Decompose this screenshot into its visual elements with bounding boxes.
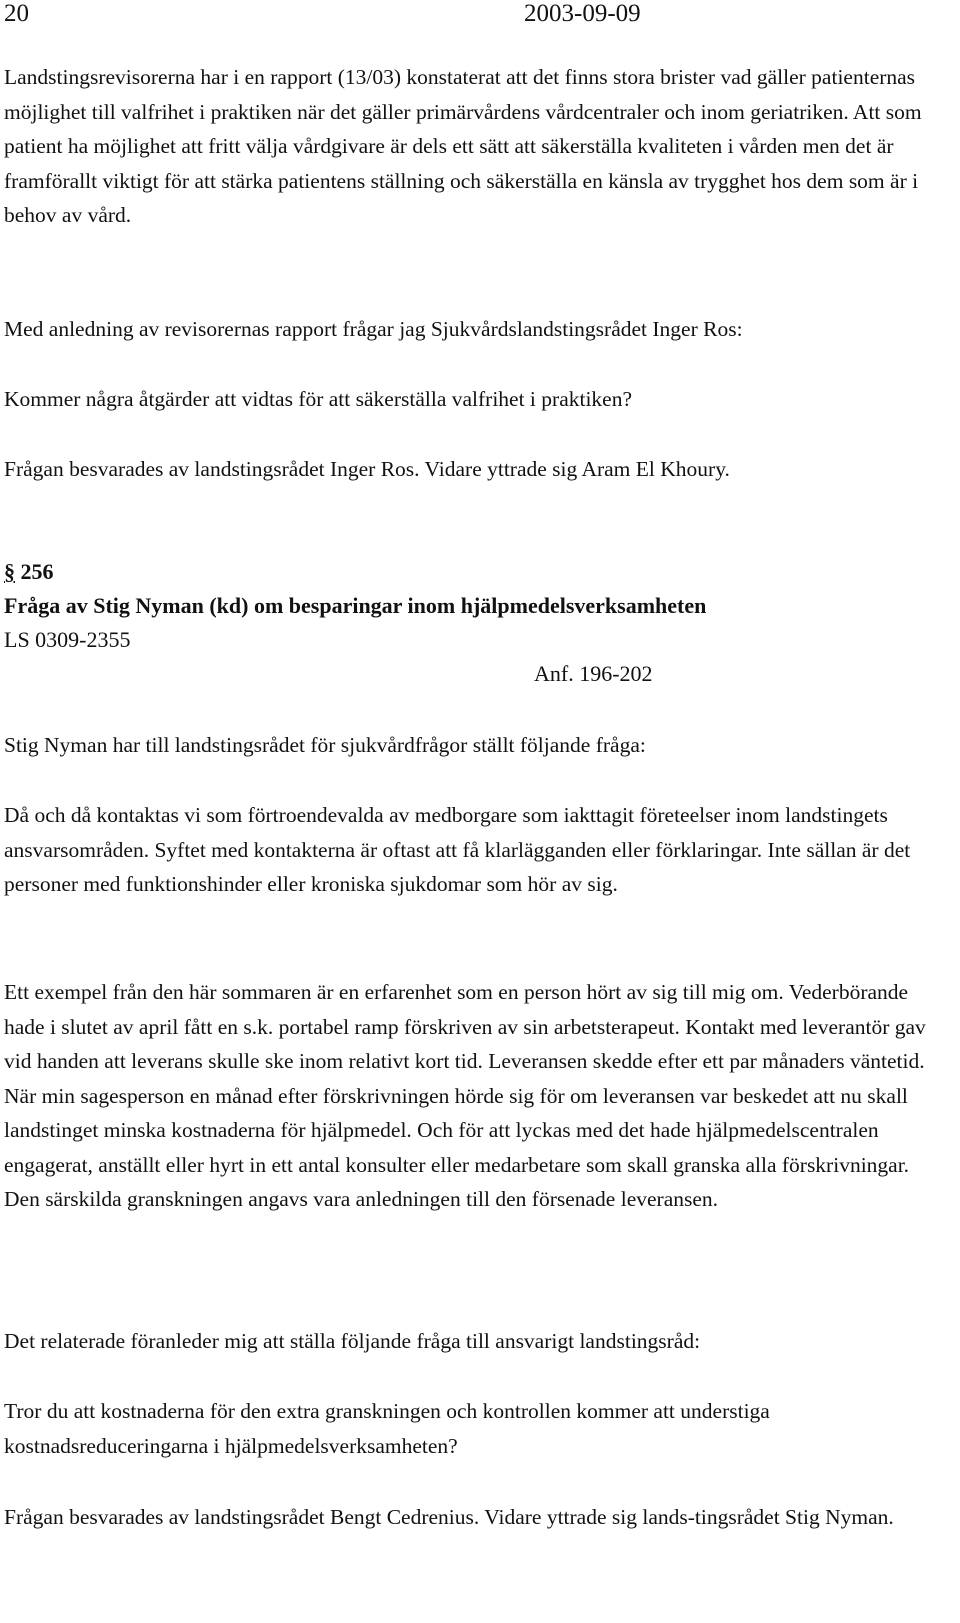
paragraph-question: Kommer några åtgärder att vidtas för att säkerställa valfrihet i praktiken? xyxy=(4,387,633,411)
paragraph-question-2: Tror du att kostnaderna för den extra granskningen och kontrollen kommer att understiga kostnadsreduceringarna i hjälpmedelsverksamheten? xyxy=(4,1399,770,1458)
paragraph-answer-note: Frågan besvarades av landstingsrådet Inger Ros. Vidare yttrade sig Aram El Khoury. xyxy=(4,457,730,481)
case-number: LS 0309-2355 xyxy=(4,627,131,652)
section-sign: § xyxy=(4,559,15,584)
page-number: 20 xyxy=(4,0,29,27)
page-header xyxy=(4,0,934,40)
paragraph-intro: Landstingsrevisorerna har i en rapport (13/03) konstaterat att det finns stora brister vad gäller patienternas möjlighet till valfrihet i praktiken när det gäller primärvårdens vårdcentraler och inom geriatriken. Att som patient ha möjlighet att fritt välja vårdgivare är dels ett sätt att säkerställa kvaliteten i vården men det är framförallt viktigt för att stärka patientens ställning och säkerställa en känsla av trygghet hos dem som är i behov av vård. xyxy=(4,65,922,227)
reference-number: Anf. 196-202 xyxy=(534,661,653,686)
paragraph-question-intro: Stig Nyman har till landstingsrådet för sjukvårdfrågor ställt följande fråga: xyxy=(4,733,646,757)
section-number-line xyxy=(4,555,934,589)
paragraph-answer-note-2: Frågan besvarades av landstingsrådet Bengt Cedrenius. Vidare yttrade sig lands-tingsrådet Stig Nyman. xyxy=(4,1505,894,1529)
paragraph-example: Ett exempel från den här sommaren är en erfarenhet som en person hört av sig till mig om. Vederbörande hade i slutet av april fått en s.k. portabel ramp förskriven av sin arbetsterapeut. Kontakt med leverantör gav vid handen att leverans skulle ske inom relativt kort tid. Leveransen skedde efter ett par månaders väntetid. När min sagesperson en månad efter förskrivningen hörde sig för om leveransen var beskedet att nu skall landstinget minska kostnaderna för hjälpmedel. Och för att lyckas med det hade hjälpmedelscentralen engagerat, anställt eller hyrt in ett antal konsulter eller medarbetare som skall granska alla förskrivningar. Den särskilda granskningen angavs vara anledningen till den försenade leveransen. xyxy=(4,980,926,1211)
section-number: 256 xyxy=(20,559,54,584)
section-256 xyxy=(4,555,934,691)
document-page xyxy=(4,0,934,1529)
paragraph-question-lead-2: Det relaterade föranleder mig att ställa följande fråga till ansvarigt landstingsråd: xyxy=(4,1329,701,1353)
paragraph-context: Då och då kontaktas vi som förtroendevalda av medborgare som iakttagit företeelser inom landstingets ansvarsområden. Syftet med kontakterna är oftast att få klarlägganden eller förklaringar. Inte sällan är det personer med funktionshinder eller kroniska sjukdomar som hör av sig. xyxy=(4,803,911,896)
section-title: Fråga av Stig Nyman (kd) om besparingar inom hjälpmedelsverksamheten xyxy=(4,593,707,618)
paragraph-question-lead: Med anledning av revisorernas rapport frågar jag Sjukvårdslandstingsrådet Inger Ros: xyxy=(4,317,743,341)
page-date: 2003-09-09 xyxy=(524,0,641,27)
